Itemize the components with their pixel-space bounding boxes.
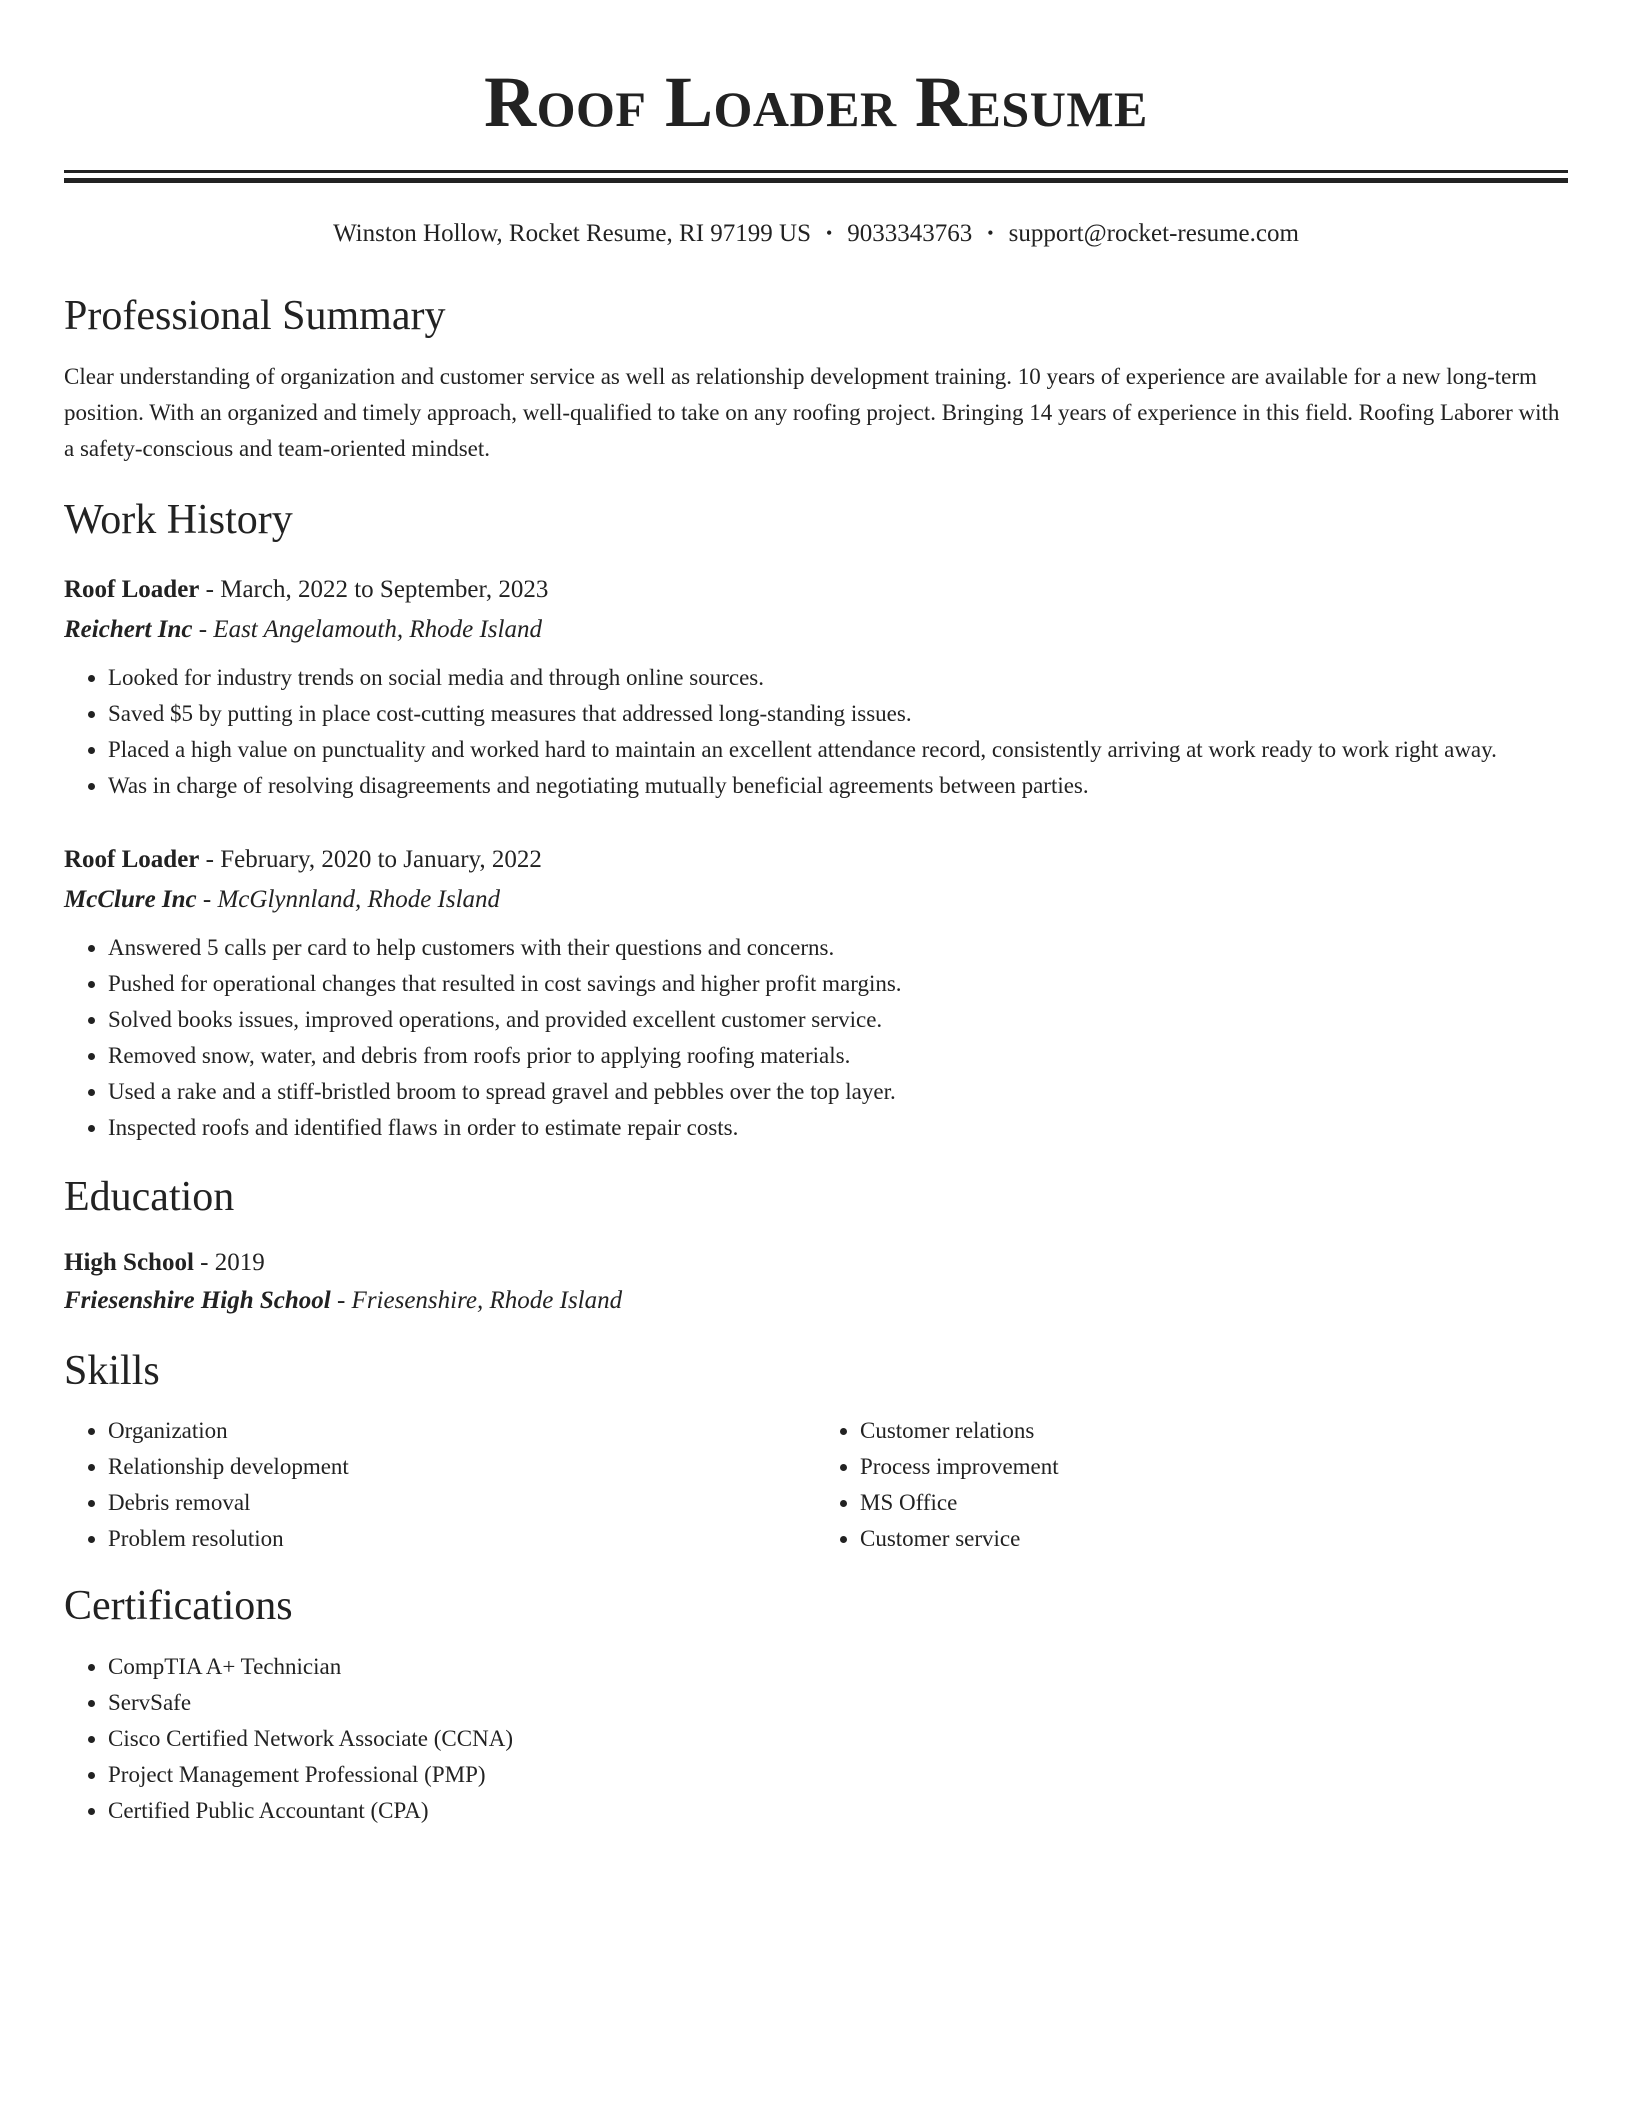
- employer-line: [64, 610, 1568, 650]
- work-history-heading: Work History: [64, 497, 293, 544]
- skill-item: • Organization: [108, 1413, 816, 1449]
- contact-separator: •: [987, 223, 994, 243]
- job-duty: • Solved books issues, improved operations, and provided excellent customer service.: [108, 1002, 1568, 1038]
- job-dates: - March, 2022 to September, 2023: [199, 575, 549, 603]
- skills-section: [64, 1346, 1568, 1556]
- contact-phone: 9033343763: [847, 220, 973, 247]
- skill-item: • Problem resolution: [108, 1521, 816, 1557]
- school-line: [64, 1282, 1568, 1320]
- education-heading: Education: [64, 1173, 235, 1220]
- employer-location: - East Angelamouth, Rhode Island: [192, 615, 542, 643]
- job-title: Roof Loader: [64, 575, 200, 603]
- job-duty: • Used a rake and a stiff-bristled broom to spread gravel and pebbles over the top layer.: [108, 1074, 1568, 1110]
- education-section: [64, 1172, 1568, 1320]
- graduation-year: - 2019: [193, 1249, 265, 1277]
- job-title-line: [64, 840, 1568, 880]
- skill-item: • Relationship development: [108, 1449, 816, 1485]
- job-dates: - February, 2020 to January, 2022: [199, 845, 542, 873]
- job-duty: • Removed snow, water, and debris from roofs prior to applying roofing materials.: [108, 1038, 1568, 1074]
- job-title-line: [64, 570, 1568, 610]
- employer-location: - McGlynnland, Rhode Island: [196, 885, 501, 913]
- certifications-heading: Certifications: [64, 1582, 293, 1629]
- employer-name: Reichert Inc: [64, 615, 193, 643]
- certification-item: • Certified Public Accountant (CPA): [108, 1793, 1568, 1829]
- degree-name: High School: [64, 1249, 194, 1277]
- job-duties-list: [64, 930, 1568, 1146]
- skill-item: • Customer relations: [860, 1413, 1568, 1449]
- certification-item: • Project Management Professional (PMP): [108, 1757, 1568, 1793]
- job-duty: • Answered 5 calls per card to help customers with their questions and concerns.: [108, 930, 1568, 966]
- certification-item: • ServSafe: [108, 1685, 1568, 1721]
- skills-list-right: [816, 1413, 1568, 1557]
- job-title: Roof Loader: [64, 845, 200, 873]
- employer-line: [64, 880, 1568, 920]
- skill-item: • Debris removal: [108, 1485, 816, 1521]
- work-history-section: [64, 495, 1568, 1145]
- certification-item: • CompTIA A+ Technician: [108, 1649, 1568, 1685]
- contact-address: Winston Hollow, Rocket Resume, RI 97199 US: [333, 220, 811, 247]
- job-duty: • Placed a high value on punctuality and worked hard to maintain an excellent attendance record, consistently arriving at work ready to work right away.: [108, 732, 1568, 768]
- skills-grid: [64, 1413, 1568, 1557]
- title-divider-thick: [64, 178, 1568, 183]
- summary-text: Clear understanding of organization and customer service as well as relationship development training. 10 years of experience are available for a new long-term position. With an organized and timely approach, well-qualified to take on any roofing project. Bringing 14 years of experience in this field. Roofing Laborer with a safety-conscious and team-oriented mindset.: [64, 364, 1560, 462]
- job-entry: [64, 840, 1568, 1146]
- job-duty: • Was in charge of resolving disagreements and negotiating mutually beneficial agreements between parties.: [108, 768, 1568, 804]
- summary-section: [64, 291, 1568, 467]
- summary-heading: Professional Summary: [64, 293, 446, 339]
- title-divider-thin: [64, 170, 1568, 173]
- skills-heading: Skills: [64, 1348, 160, 1395]
- school-name: Friesenshire High School: [64, 1287, 331, 1315]
- skill-item: • Process improvement: [860, 1449, 1568, 1485]
- job-duty: • Inspected roofs and identified flaws in order to estimate repair costs.: [108, 1110, 1568, 1146]
- skill-item: • Customer service: [860, 1521, 1568, 1557]
- education-entry: [64, 1244, 1568, 1320]
- job-duty: • Saved $5 by putting in place cost-cutting measures that addressed long-standing issues.: [108, 696, 1568, 732]
- certification-item: • Cisco Certified Network Associate (CCNA): [108, 1721, 1568, 1757]
- school-location: - Friesenshire, Rhode Island: [330, 1287, 623, 1315]
- resume-title: Roof Loader Resume: [484, 62, 1148, 142]
- degree-line: [64, 1244, 1568, 1282]
- job-entry: [64, 570, 1568, 804]
- skill-item: • MS Office: [860, 1485, 1568, 1521]
- job-duties-list: [64, 660, 1568, 804]
- contact-line: [64, 219, 1568, 249]
- skills-list-left: [64, 1413, 816, 1557]
- contact-email: support@rocket-resume.com: [1008, 220, 1299, 247]
- certifications-section: [64, 1581, 1568, 1829]
- job-duty: • Pushed for operational changes that resulted in cost savings and higher profit margins.: [108, 966, 1568, 1002]
- employer-name: McClure Inc: [64, 885, 197, 913]
- certifications-list: [64, 1649, 1568, 1829]
- job-duty: • Looked for industry trends on social media and through online sources.: [108, 660, 1568, 696]
- contact-separator: •: [825, 223, 833, 243]
